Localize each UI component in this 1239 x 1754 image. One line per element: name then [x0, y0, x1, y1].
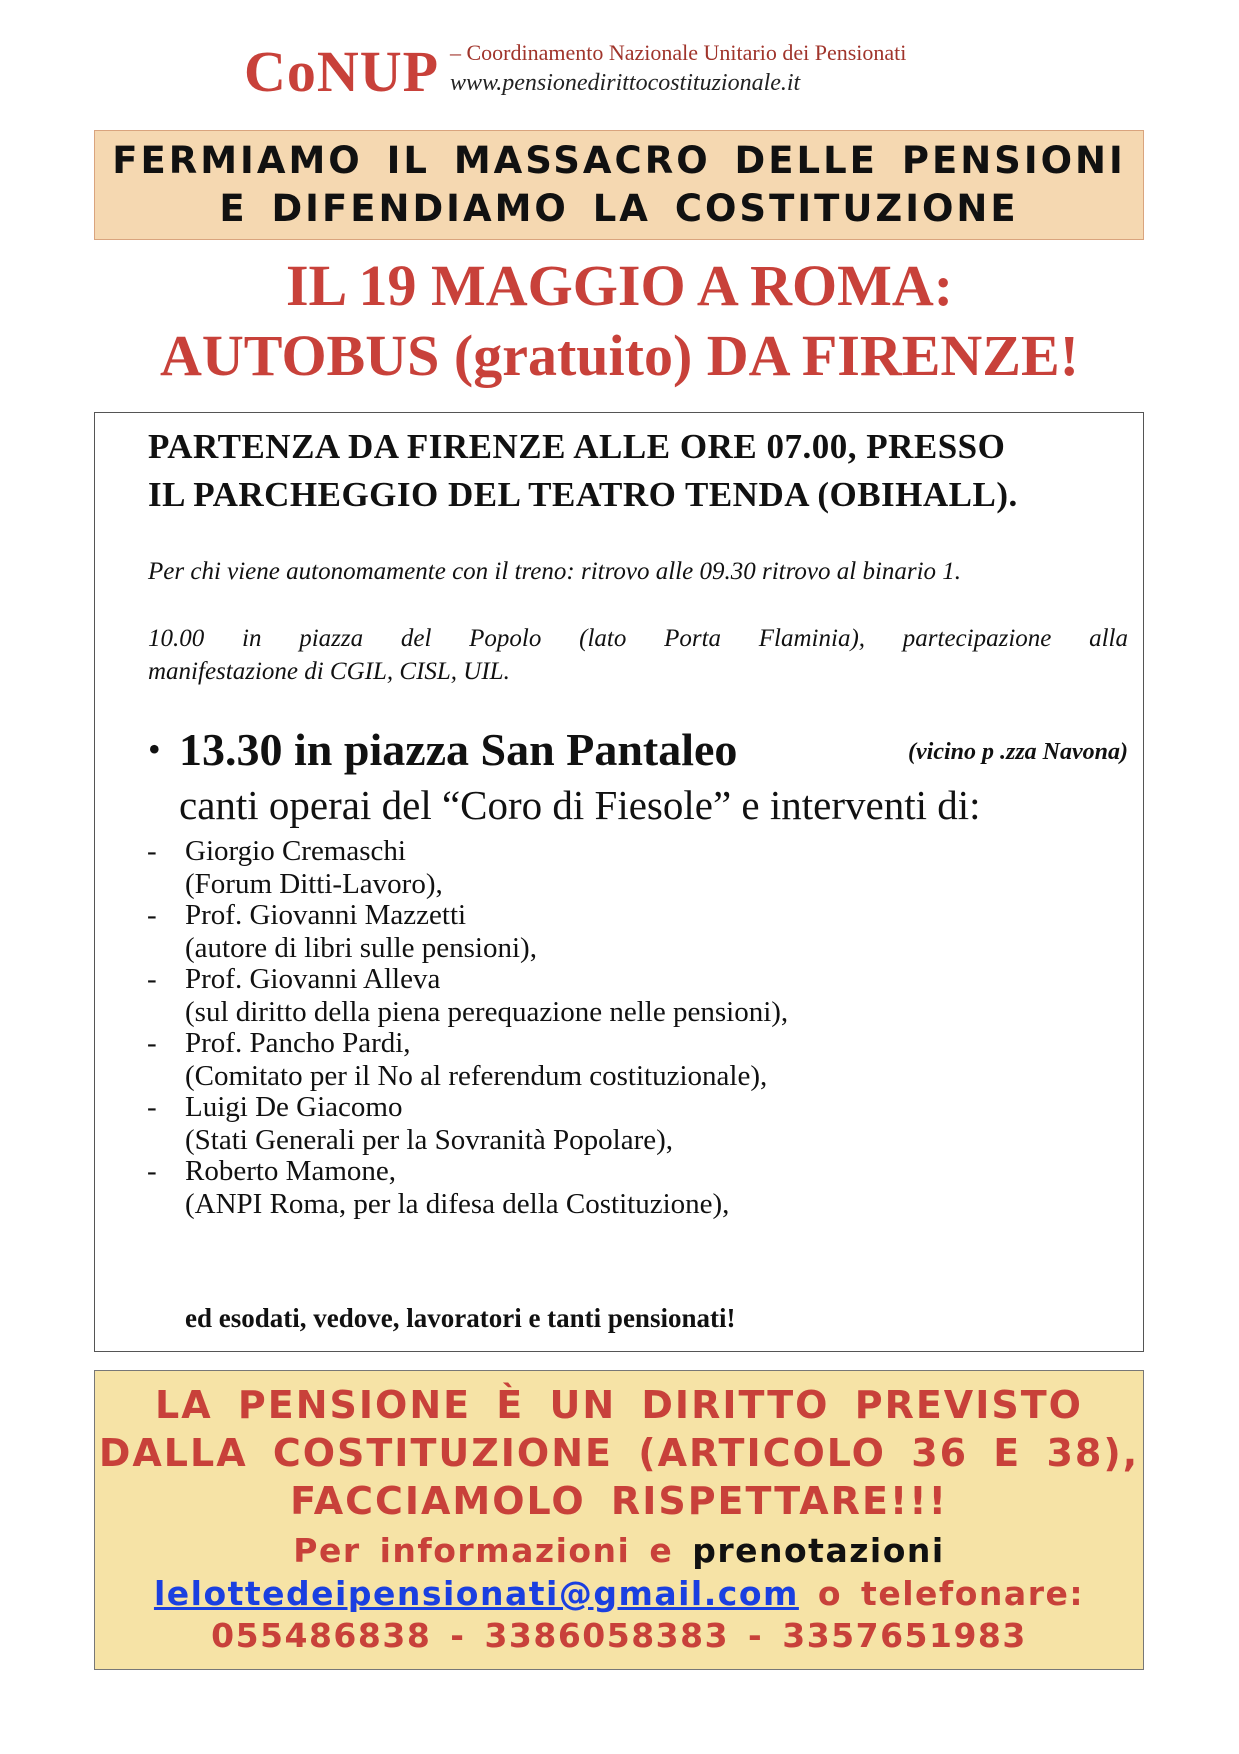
- speaker-name: Prof. Pancho Pardi,: [185, 1027, 411, 1059]
- banner-line-2: E DIFENDIAMO LA COSTITUZIONE: [219, 187, 1019, 230]
- headline-line-1: IL 19 MAGGIO A ROMA:: [285, 253, 954, 318]
- speaker-name: Prof. Giovanni Mazzetti: [185, 899, 467, 931]
- speaker-item: [147, 835, 443, 901]
- dash: -: [147, 1155, 157, 1187]
- dash: -: [147, 1091, 157, 1123]
- top-banner: [94, 130, 1144, 240]
- speaker-desc: (sul diritto della piena perequazione nelle pensioni),: [185, 996, 789, 1028]
- speaker-item: [147, 1091, 674, 1157]
- banner-line-1: FERMIAMO IL MASSACRO DELLE PENSIONI: [112, 139, 1126, 182]
- footer-box: [94, 1370, 1144, 1670]
- speaker-desc: (ANPI Roma, per la difesa della Costituzione),: [185, 1188, 730, 1220]
- footer-line-2: DALLA COSTITUZIONE (ARTICOLO 36 E 38),: [98, 1431, 1140, 1475]
- canti-line: canti operai del “Coro di Fiesole” e interventi di:: [179, 782, 981, 828]
- dash: -: [147, 1027, 157, 1059]
- info-suffix: prenotazioni: [692, 1531, 945, 1570]
- phone-numbers: [95, 1616, 1143, 1655]
- speaker-name: Roberto Mamone,: [185, 1155, 397, 1187]
- pantaleo-note: (vicino p .zza Navona): [908, 739, 1128, 765]
- pantaleo-title: 13.30 in piazza San Pantaleo: [179, 724, 738, 775]
- dash: -: [147, 835, 157, 867]
- speaker-desc: (Stati Generali per la Sovranità Popolare),: [185, 1124, 674, 1156]
- phone-prefix: o telefonare:: [817, 1574, 1085, 1613]
- closing-line: ed esodati, vedove, lavoratori e tanti pensionati!: [185, 1303, 736, 1333]
- footer-line-1: LA PENSIONE È UN DIRITTO PREVISTO: [155, 1383, 1083, 1427]
- website: www.pensionedirittocostituzionale.it: [450, 70, 801, 96]
- speaker-item: [147, 899, 537, 965]
- departure-line-2: IL PARCHEGGIO DEL TEATRO TENDA (OBIHALL).: [148, 475, 1018, 514]
- speaker-item: [147, 963, 789, 1029]
- dash: -: [147, 963, 157, 995]
- speaker-name: Luigi De Giacomo: [185, 1091, 403, 1123]
- speaker-desc: (Forum Ditti-Lavoro),: [185, 868, 443, 900]
- popolo-line-2: manifestazione di CGIL, CISL, UIL.: [148, 658, 510, 685]
- contact-line: [95, 1574, 1143, 1613]
- headline-line-2: AUTOBUS (gratuito) DA FIRENZE!: [160, 323, 1079, 388]
- org-name: – Coordinamento Nazionale Unitario dei Pensionati: [450, 40, 907, 65]
- bullet: •: [148, 729, 161, 769]
- info-line: [95, 1531, 1143, 1570]
- speaker-desc: (autore di libri sulle pensioni),: [185, 932, 537, 964]
- speaker-name: Prof. Giovanni Alleva: [185, 963, 441, 995]
- dash: -: [147, 899, 157, 931]
- speaker-item: [147, 1155, 730, 1221]
- speaker-item: [147, 1027, 768, 1093]
- phones: 055486838 - 3386058383 - 3357651983: [211, 1616, 1027, 1655]
- footer-line-3: FACCIAMOLO RISPETTARE!!!: [290, 1479, 948, 1523]
- departure-line-1: PARTENZA DA FIRENZE ALLE ORE 07.00, PRESSO: [148, 427, 1006, 466]
- info-prefix: Per informazioni e: [293, 1531, 674, 1570]
- header: [0, 0, 1239, 120]
- speaker-desc: (Comitato per il No al referendum costituzionale),: [185, 1060, 768, 1092]
- email-link[interactable]: lelottedeipensionati@gmail.com: [153, 1574, 799, 1613]
- popolo-line-1: 10.00 in piazza del Popolo (lato Porta Flaminia), partecipazione alla: [148, 625, 1128, 652]
- speaker-name: Giorgio Cremaschi: [185, 835, 406, 867]
- train-note: Per chi viene autonomamente con il treno: ritrovo alle 09.30 ritrovo al binario 1.: [148, 558, 962, 585]
- program-box: [94, 412, 1144, 1352]
- logo: CoNUP: [244, 39, 440, 104]
